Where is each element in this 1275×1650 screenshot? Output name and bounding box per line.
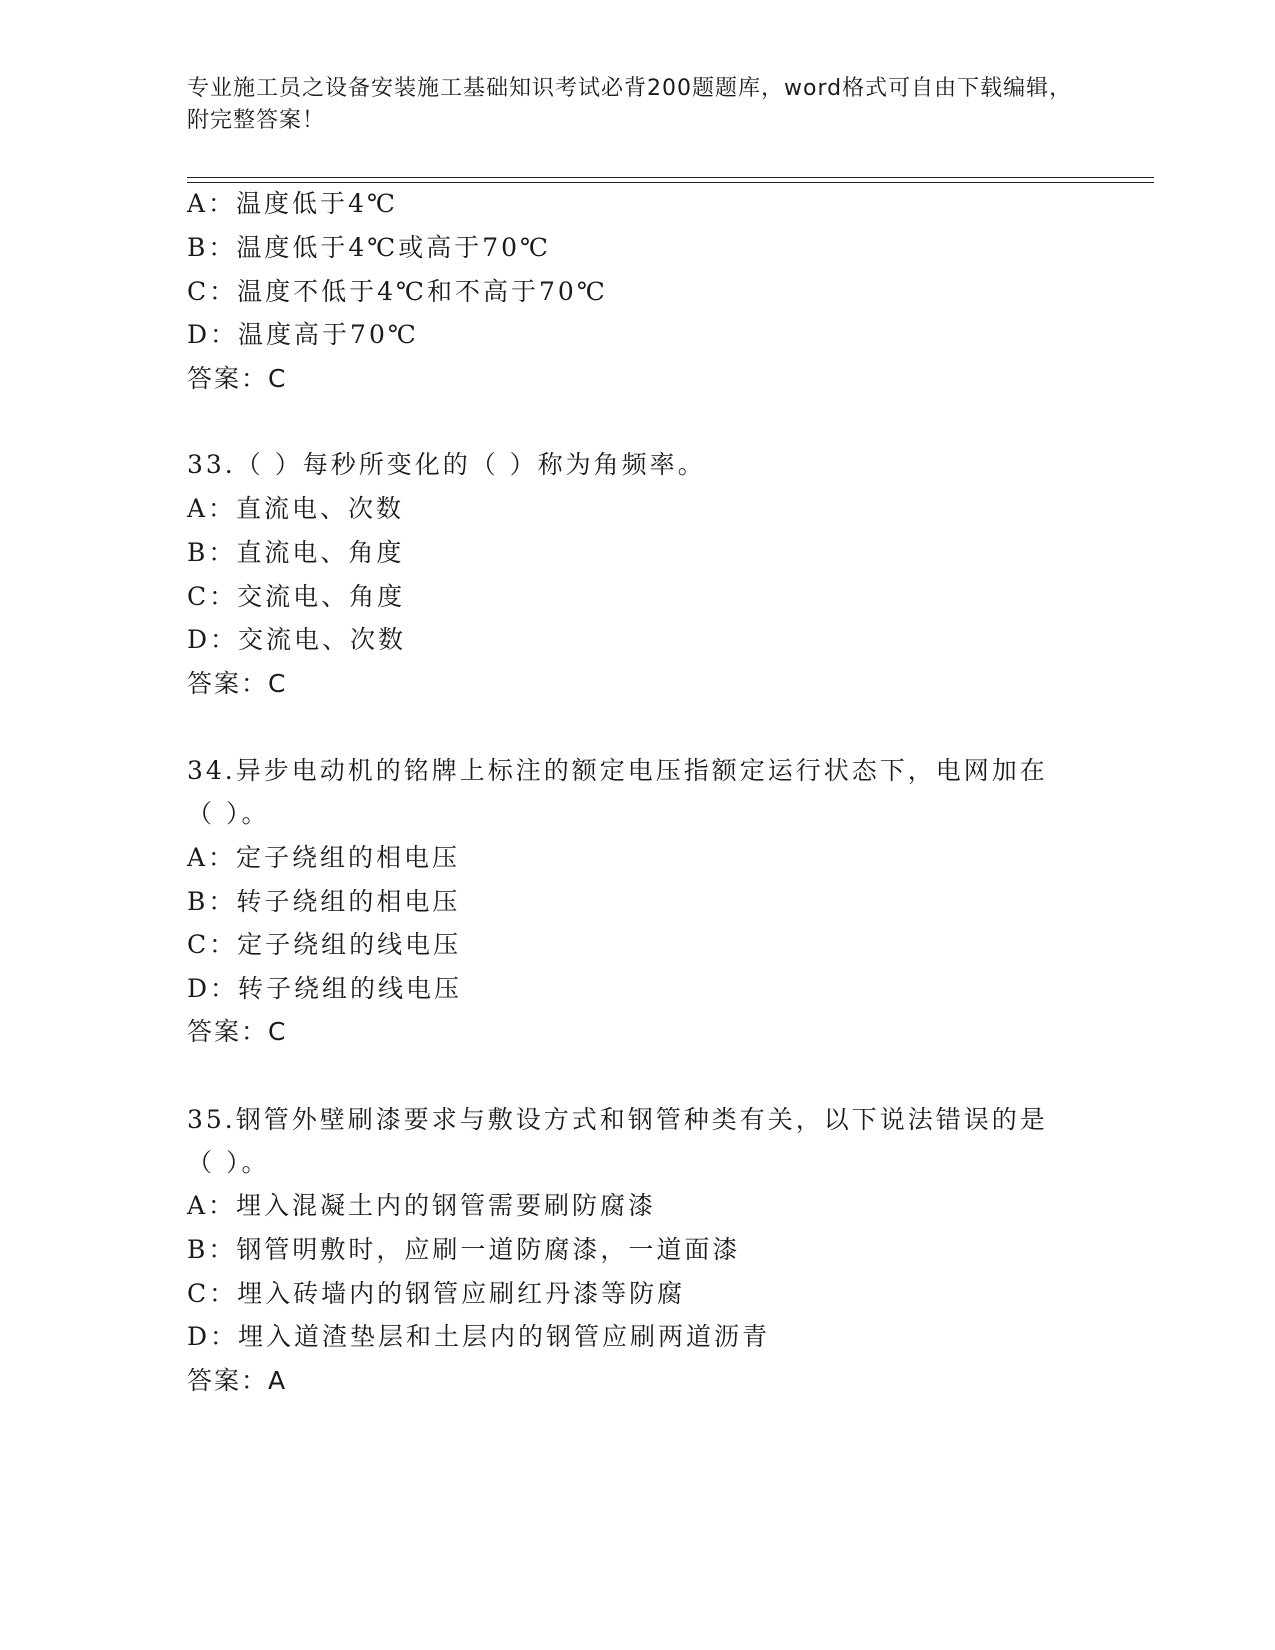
q33-stem: 33.（ ）每秒所变化的（ ）称为角频率。 bbox=[187, 450, 706, 479]
q34-option-d: D：转子绕组的线电压 bbox=[187, 974, 463, 1003]
q32-option-a: A：温度低于4℃ bbox=[187, 189, 398, 218]
q35-stem-line1: 35.钢管外壁刷漆要求与敷设方式和钢管种类有关，以下说法错误的是 bbox=[187, 1105, 1048, 1134]
q33-option-c: C：交流电、角度 bbox=[187, 582, 406, 611]
q34-option-c: C：定子绕组的线电压 bbox=[187, 930, 462, 959]
q33-option-d: D：交流电、次数 bbox=[187, 625, 407, 654]
q35-answer: 答案：A bbox=[187, 1366, 288, 1395]
q32-option-b: B：温度低于4℃或高于70℃ bbox=[187, 233, 552, 262]
q35-option-d: D：埋入道渣垫层和土层内的钢管应刷两道沥青 bbox=[187, 1322, 771, 1351]
q35-option-c: C：埋入砖墙内的钢管应刷红丹漆等防腐 bbox=[187, 1279, 686, 1308]
q33-answer: 答案：C bbox=[187, 669, 288, 698]
header-divider-bottom bbox=[187, 182, 1154, 183]
q34-answer: 答案：C bbox=[187, 1017, 288, 1046]
q35-stem-line2: （ ）。 bbox=[187, 1148, 270, 1177]
q35-option-a: A：埋入混凝土内的钢管需要刷防腐漆 bbox=[187, 1191, 657, 1220]
q32-option-c: C：温度不低于4℃和不高于70℃ bbox=[187, 277, 608, 306]
document-header: 专业施工员之设备安装施工基础知识考试必背200题题库，word格式可自由下载编辑，附完整答案！ bbox=[187, 76, 1073, 133]
q34-stem-line2: （ ）。 bbox=[187, 799, 270, 828]
q32-option-d: D：温度高于70℃ bbox=[187, 320, 419, 349]
q35-option-b: B：钢管明敷时，应刷一道防腐漆，一道面漆 bbox=[187, 1235, 741, 1264]
q33-option-a: A：直流电、次数 bbox=[187, 494, 405, 523]
q32-answer: 答案：C bbox=[187, 364, 288, 393]
q33-option-b: B：直流电、角度 bbox=[187, 538, 405, 567]
q34-option-a: A：定子绕组的相电压 bbox=[187, 843, 461, 872]
q34-stem-line1: 34.异步电动机的铭牌上标注的额定电压指额定运行状态下，电网加在 bbox=[187, 756, 1048, 785]
header-divider-top bbox=[187, 177, 1154, 178]
q34-option-b: B：转子绕组的相电压 bbox=[187, 887, 461, 916]
